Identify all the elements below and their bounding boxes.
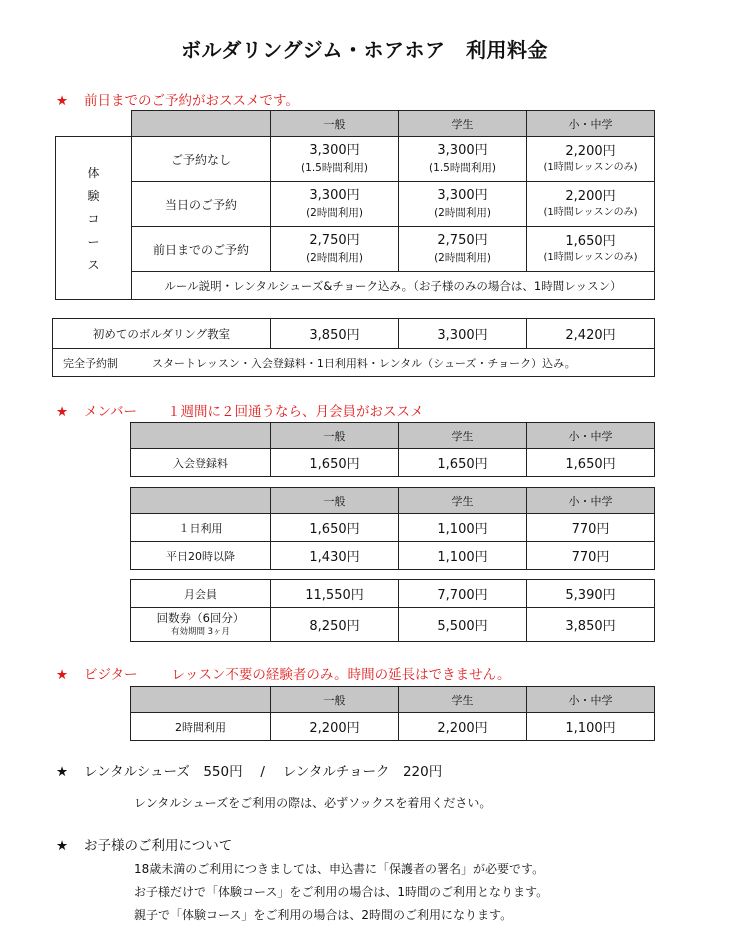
price: 3,300円 [309,188,360,203]
price-cell: 2,200円 [271,713,399,741]
price-note: (2時間利用) [434,207,491,219]
price-cell [527,137,655,182]
price-note: (1時間レッスンのみ) [543,252,638,263]
table-footnote-row [56,272,655,300]
price-cell: 1,430円 [271,542,399,570]
price: 2,200円 [565,144,616,159]
price-note: (1時間レッスンのみ) [543,207,638,218]
price-cell: 1,100円 [399,514,527,542]
star-icon: ★ [56,404,69,420]
price-cell: 5,390円 [527,580,655,608]
price: 3,300円 [437,188,488,203]
col-header-student: 学生 [399,687,527,713]
price: 1,650円 [565,234,616,249]
empty-cell [56,111,132,137]
children-heading [56,834,232,854]
member-heading [56,400,424,420]
col-header-student: 学生 [399,423,527,449]
row-label: 2時間利用 [131,713,271,741]
price-cell [399,227,527,272]
price-cell: 3,850円 [271,319,399,349]
rental-heading-text: レンタルシューズ 550円 / レンタルチョーク 220円 [84,764,443,780]
row-label: 月会員 [131,580,271,608]
header-empty-cell [132,111,271,137]
header-empty-cell [131,687,271,713]
visitor-table [130,686,655,741]
group-char: ス [87,257,100,272]
group-char: コ [87,211,100,226]
visitor-heading-label: ビジター [84,667,138,683]
price-cell [271,227,399,272]
col-header-child: 小・中学 [527,423,655,449]
price-cell: 2,200円 [399,713,527,741]
row-label: 前日までのご予約 [132,227,271,272]
col-header-student: 学生 [399,488,527,514]
star-icon: ★ [56,764,69,780]
header-empty-cell [131,488,271,514]
price: 2,750円 [309,233,360,248]
trial-heading-text: 前日までのご予約がおススメです。 [84,93,299,109]
table-row [131,449,655,477]
price-note: (2時間利用) [306,252,363,264]
star-icon: ★ [56,667,69,683]
row-label [131,608,271,642]
trial-heading [56,89,299,109]
price-cell: 1,100円 [399,542,527,570]
group-char: ー [87,234,100,249]
included-items-text: スタートレッスン・入会登録料・1日利用料・レンタル（シューズ・チョーク）込み。 [152,356,576,370]
price-cell [399,182,527,227]
col-header-child: 小・中学 [527,488,655,514]
reservation-only-label: 完全予約制 [63,356,118,370]
children-line: 18歳未満のご利用につきましては、申込書に「保護者の署名」が必要です。 [134,862,545,876]
price: 2,750円 [437,233,488,248]
price-cell: 11,550円 [271,580,399,608]
star-icon: ★ [56,93,69,109]
price-cell [399,137,527,182]
table-row [56,137,655,182]
price-cell: 770円 [527,542,655,570]
table-row [56,227,655,272]
children-line: 親子で「体験コース」をご利用の場合は、2時間のご利用になります。 [134,908,513,922]
table-header-row [131,488,655,514]
table-row [131,713,655,741]
trial-footnote: ルール説明・レンタルシューズ&チョーク込み。（お子様のみの場合は、1時間レッスン） [132,272,655,300]
header-empty-cell [131,423,271,449]
table-row [131,608,655,642]
table-header-row [56,111,655,137]
table-header-row [131,423,655,449]
ticket-validity: 有効期間 3ヶ月 [170,627,231,637]
row-label: １日利用 [131,514,271,542]
row-label: 平日20時以降 [131,542,271,570]
member-heading-label: メンバー [84,404,138,420]
price: 3,300円 [437,143,488,158]
daily-use-table [130,487,655,570]
col-header-general: 一般 [271,687,399,713]
price-cell [271,182,399,227]
price-cell: 7,700円 [399,580,527,608]
children-line: お子様だけで「体験コース」をご利用の場合は、1時間のご利用となります。 [134,885,549,899]
visitor-heading-text: レッスン不要の経験者のみ。時間の延長はできません。 [171,667,511,683]
rental-note: レンタルシューズをご利用の際は、必ずソックスを着用ください。 [134,796,492,810]
price-cell: 770円 [527,514,655,542]
price-note: (1時間レッスンのみ) [543,162,638,173]
price-note: (1.5時間利用) [301,162,368,174]
member-heading-text: １週間に２回通うなら、月会員がおススメ [167,404,424,420]
trial-course-group-label [56,137,132,300]
ticket-label: 回数券（6回分） [156,611,245,625]
row-label: ご予約なし [132,137,271,182]
price-cell: 5,500円 [399,608,527,642]
price-cell: 1,650円 [527,449,655,477]
first-class-note [53,349,655,377]
price-cell: 1,100円 [527,713,655,741]
trial-table [55,110,655,300]
price-cell: 1,650円 [271,514,399,542]
visitor-heading [56,663,510,683]
registration-table [130,422,655,477]
row-label: 当日のご予約 [132,182,271,227]
table-row [53,319,655,349]
children-heading-text: お子様のご利用について [84,838,233,854]
price-cell: 3,300円 [399,319,527,349]
star-icon: ★ [56,838,69,854]
price-cell: 3,850円 [527,608,655,642]
group-char: 験 [87,188,100,203]
table-row [131,580,655,608]
first-class-table [52,318,655,377]
price: 3,300円 [309,143,360,158]
col-header-general: 一般 [271,423,399,449]
col-header-child: 小・中学 [527,687,655,713]
price-cell: 1,650円 [271,449,399,477]
table-row [131,514,655,542]
price-cell: 1,650円 [399,449,527,477]
price: 2,200円 [565,189,616,204]
price-cell [271,137,399,182]
col-header-child: 小・中学 [527,111,655,137]
group-char: 体 [87,165,100,180]
price-note: (2時間利用) [306,207,363,219]
monthly-table [130,579,655,642]
price-note: (2時間利用) [434,252,491,264]
table-header-row [131,687,655,713]
page-title: ボルダリングジム・ホアホア 利用料金 [181,38,548,62]
table-note-row [53,349,655,377]
row-label: 初めてのボルダリング教室 [53,319,271,349]
price-cell: 2,420円 [527,319,655,349]
table-row [56,182,655,227]
price-cell [527,227,655,272]
price-cell [527,182,655,227]
row-label: 入会登録料 [131,449,271,477]
table-row [131,542,655,570]
col-header-general: 一般 [271,488,399,514]
col-header-student: 学生 [399,111,527,137]
price-cell: 8,250円 [271,608,399,642]
price-note: (1.5時間利用) [429,162,496,174]
col-header-general: 一般 [271,111,399,137]
rental-heading [56,760,442,780]
